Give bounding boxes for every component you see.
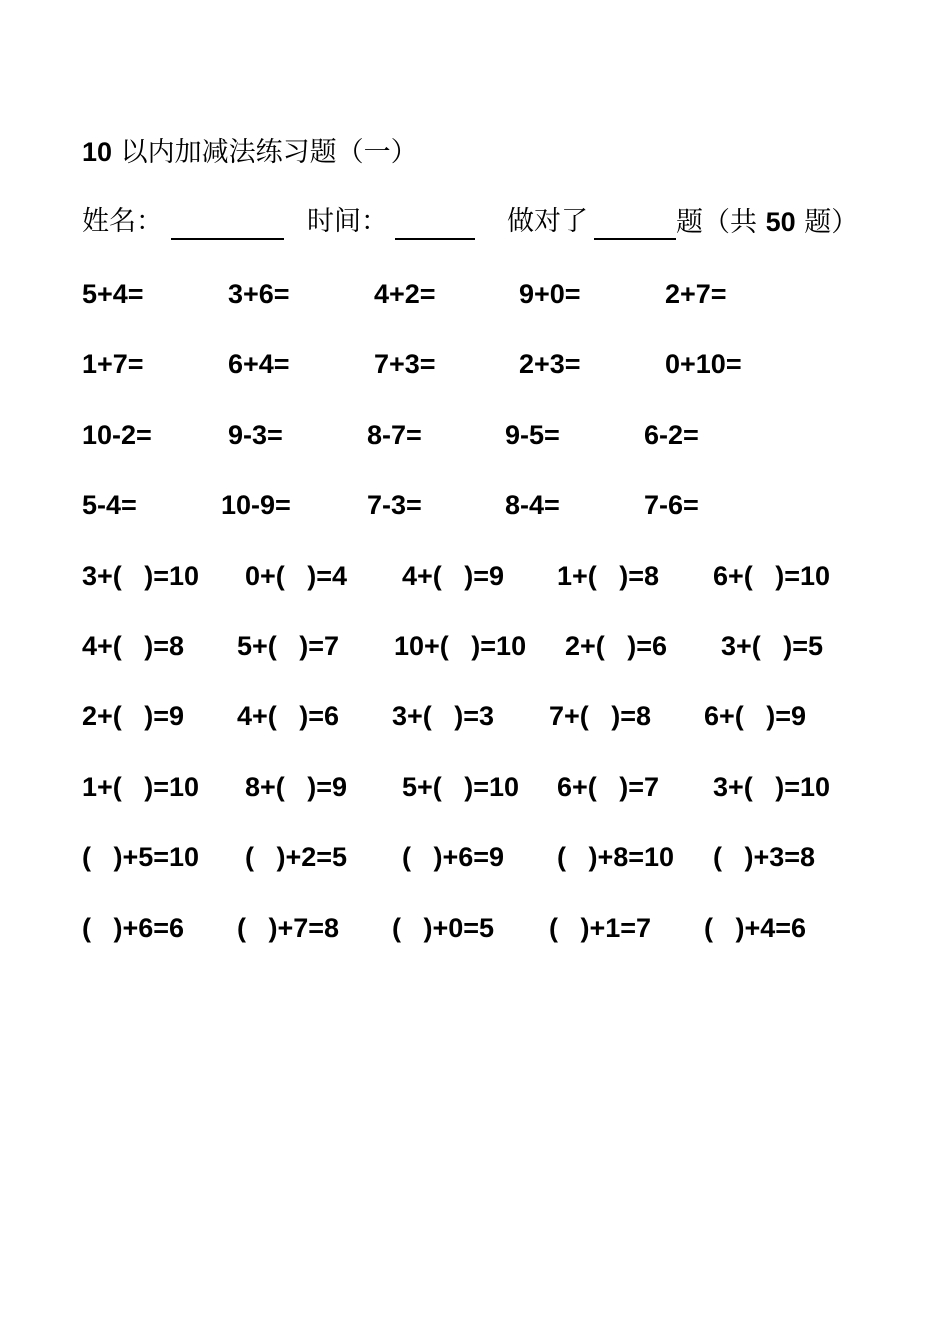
correct-count-blank[interactable] <box>594 238 676 240</box>
math-problem[interactable]: 7+3= <box>374 349 436 380</box>
time-blank[interactable] <box>395 238 475 240</box>
math-problem[interactable]: 2+3= <box>519 349 581 380</box>
math-problem[interactable]: 10-2= <box>82 419 152 450</box>
math-problem[interactable]: 7-3= <box>367 490 422 521</box>
math-problem[interactable]: ( )+1=7 <box>549 912 652 943</box>
math-problem[interactable]: 7-6= <box>644 490 699 521</box>
math-problem[interactable]: ( )+7=8 <box>237 912 340 943</box>
math-problem[interactable]: 4+( )=6 <box>237 701 340 732</box>
math-problem[interactable]: 7+( )=8 <box>549 701 652 732</box>
math-problem[interactable]: 1+7= <box>82 349 144 380</box>
math-problem[interactable]: 6-2= <box>644 419 699 450</box>
math-problem[interactable]: 3+6= <box>228 279 290 309</box>
math-problem[interactable]: ( )+6=6 <box>82 912 185 943</box>
time-label: 时间： <box>307 206 388 237</box>
name-blank[interactable] <box>171 238 284 240</box>
worksheet-title <box>82 134 418 171</box>
math-problem[interactable]: 6+4= <box>228 349 290 380</box>
math-problem[interactable]: 4+( )=9 <box>402 560 505 591</box>
correct-label: 做对了 <box>507 206 588 237</box>
math-problem[interactable]: 0+( )=4 <box>245 560 348 591</box>
math-problem[interactable]: 2+7= <box>665 279 727 309</box>
name-label: 姓名： <box>82 206 163 237</box>
math-problem[interactable]: ( )+6=9 <box>402 842 505 873</box>
total-number: 50 <box>765 207 796 237</box>
math-problem[interactable]: 9+0= <box>519 279 581 309</box>
title-number: 10 <box>82 137 113 167</box>
math-problem[interactable]: 6+( )=7 <box>557 771 660 802</box>
math-problem[interactable]: 6+( )=9 <box>704 701 807 732</box>
math-problem[interactable]: 1+( )=8 <box>557 560 660 591</box>
math-problem[interactable]: 8-7= <box>367 419 422 450</box>
math-problem[interactable]: 10+( )=10 <box>394 630 527 661</box>
math-problem[interactable]: 2+( )=9 <box>82 701 185 732</box>
math-problem[interactable]: 6+( )=10 <box>713 560 831 591</box>
math-problem[interactable]: 8-4= <box>505 490 560 521</box>
math-problem[interactable]: ( )+4=6 <box>704 912 807 943</box>
math-problem[interactable]: ( )+2=5 <box>245 842 348 873</box>
math-problem[interactable]: 5+( )=10 <box>402 771 520 802</box>
math-problem[interactable]: 4+( )=8 <box>82 630 185 661</box>
math-problem[interactable]: 3+( )=10 <box>713 771 831 802</box>
math-problem[interactable]: 5+4= <box>82 279 144 309</box>
math-problem[interactable]: 10-9= <box>221 490 291 521</box>
math-problem[interactable]: 4+2= <box>374 279 436 309</box>
math-problem[interactable]: 5-4= <box>82 490 137 521</box>
math-problem[interactable]: 3+( )=5 <box>721 630 824 661</box>
total-count <box>676 204 858 241</box>
title-text: 以内加减法练习题（一） <box>112 137 418 168</box>
math-problem[interactable]: 9-3= <box>228 419 283 450</box>
math-problem[interactable]: ( )+0=5 <box>392 912 495 943</box>
math-problem[interactable]: 2+( )=6 <box>565 630 668 661</box>
total-prefix: 题（共 <box>676 207 766 238</box>
math-problem[interactable]: ( )+3=8 <box>713 842 816 873</box>
math-problem[interactable]: 1+( )=10 <box>82 771 200 802</box>
math-problem[interactable]: 3+( )=3 <box>392 701 495 732</box>
math-problem[interactable]: 0+10= <box>665 349 742 380</box>
math-problem[interactable]: ( )+8=10 <box>557 842 675 873</box>
math-problem[interactable]: 3+( )=10 <box>82 560 200 591</box>
math-problem[interactable]: ( )+5=10 <box>82 842 200 873</box>
math-problem[interactable]: 9-5= <box>505 419 560 450</box>
math-problem[interactable]: 5+( )=7 <box>237 630 340 661</box>
math-problem[interactable]: 8+( )=9 <box>245 771 348 802</box>
total-suffix: 题） <box>795 207 859 238</box>
